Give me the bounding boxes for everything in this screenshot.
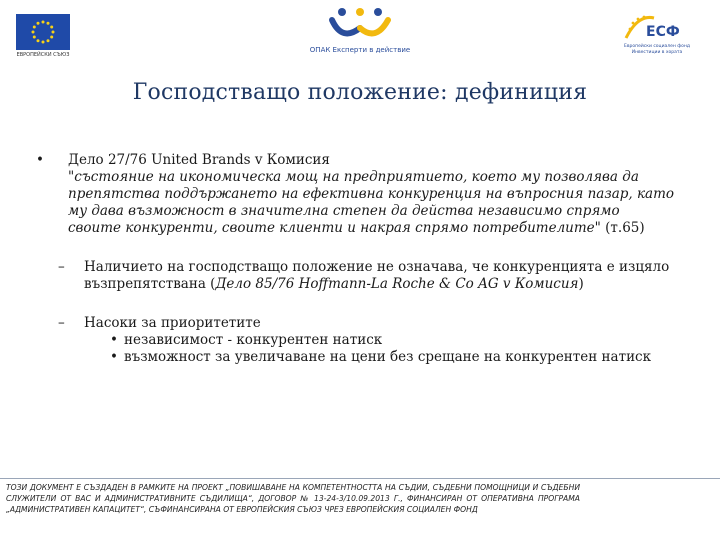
esf-logo-text: ЕСФ — [646, 24, 680, 40]
eu-flag-logo — [16, 14, 70, 50]
guidance-list — [110, 332, 676, 366]
paragraph-reference: (т.65) — [600, 220, 645, 236]
opak-caption: ОПАК Експерти в действие — [309, 46, 411, 54]
dash-item-guidance — [58, 315, 676, 366]
sub-bullet: • — [110, 332, 118, 348]
dash-text-close: ) — [578, 276, 584, 292]
dash-text — [84, 259, 676, 293]
bullet-united-brands — [36, 152, 676, 237]
bullet-mark: • — [36, 152, 44, 168]
slide-content — [36, 152, 676, 366]
list-item — [110, 332, 676, 349]
esf-logo — [624, 12, 684, 46]
slide-title: Господстващо положение: дефиниция — [132, 80, 588, 105]
hoffmann-case: Дело 85/76 Hoffmann-La Roche & Co AG v Комисия — [215, 276, 579, 292]
eu-caption: ЕВРОПЕЙСКИ СЪЮЗ — [16, 52, 70, 58]
footer-divider — [0, 478, 720, 479]
bullet-text — [68, 152, 676, 237]
dash-mark: – — [58, 259, 65, 275]
dash-mark: – — [58, 315, 65, 331]
list-item — [110, 349, 676, 366]
esf-caption: Европейски социален фонд Инвестиции в хората — [624, 44, 690, 55]
definition-quote: "състояние на икономическа мощ на предприятието, което му позволява да препятства поддържането на ефективна конкуренция на въпросния пазар, като му дава възможност в значителна степен да действа независимо спрямо своите конкуренти, своите клиенти и накрая спрямо потребителите" — [68, 169, 675, 236]
dash-text-main: Наличието на господстващо положение не означава, че конкуренцията е изцяло възпрепятствана ( — [84, 259, 670, 292]
list-item-text: възможност за увеличаване на цени без срещане на конкурентен натиск — [124, 349, 652, 365]
guidance-heading: Насоки за приоритетите — [84, 315, 261, 331]
dash-text — [84, 315, 676, 366]
footer-disclaimer: ТОЗИ ДОКУМЕНТ Е СЪЗДАДЕН В РАМКИТЕ НА ПРОЕКТ „ПОВИШАВАНЕ НА КОМПЕТЕНТНОСТТА НА СЪДИИ, СЪДЕБНИ ПОМОЩНИЦИ И СЪДЕБНИ СЛУЖИТЕЛИ ОТ ВАС И АДМИНИСТРАТИВНИТЕ СЪДИЛИЩА“, ДОГОВОР № 13-24-3/10.09.2013 Г., ФИНАНСИРАН ОТ ОПЕРАТИВНА ПРОГРАМА „АДМИНИСТРАТИВЕН КАПАЦИТЕТ“, СЪФИНАНСИРАНА ОТ ЕВРОПЕЙСКИЯ СЪЮЗ ЧРЕЗ ЕВРОПЕЙСКИЯ СОЦИАЛЕН ФОНД — [6, 483, 580, 514]
sub-bullet: • — [110, 349, 118, 365]
dash-item-hoffmann — [58, 259, 676, 293]
list-item-text: независимост - конкурентен натиск — [124, 332, 383, 348]
case-reference: Дело 27/76 United Brands v Комисия — [68, 152, 330, 168]
opak-logo — [328, 6, 392, 46]
header — [0, 0, 720, 70]
